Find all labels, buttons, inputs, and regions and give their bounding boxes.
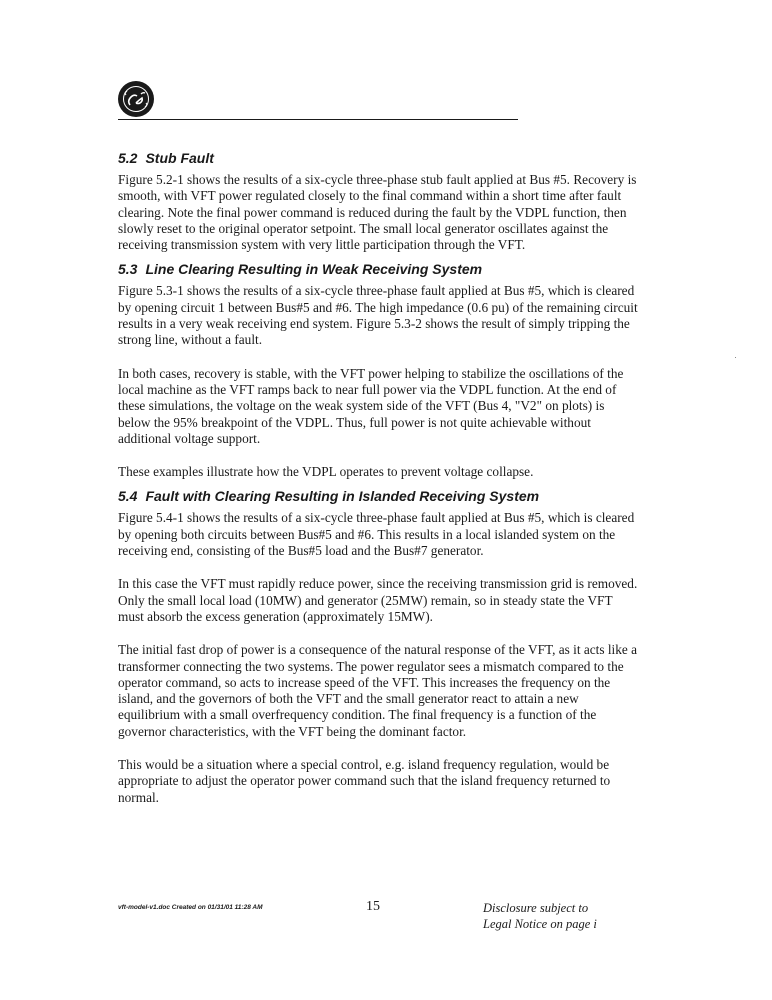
section-number: 5.2 — [118, 150, 138, 166]
section-5-3 — [118, 261, 638, 480]
section-number: 5.4 — [118, 488, 138, 505]
scan-speck — [735, 357, 736, 358]
section-heading — [118, 488, 638, 505]
paragraph: In this case the VFT must rapidly reduce power, since the receiving transmission grid is removed. Only the small local load (10MW) and generator (25MW) remain, so in steady state the VFT must absorb the excess generation (approximately 15MW). — [118, 576, 638, 624]
section-5-2 — [118, 150, 638, 253]
section-number: 5.3 — [118, 261, 138, 278]
section-title: Line Clearing Resulting in Weak Receiving System — [145, 261, 483, 278]
section-title: Stub Fault — [145, 150, 214, 166]
section-heading — [118, 150, 638, 167]
header-rule — [118, 119, 518, 120]
paragraph: This would be a situation where a special control, e.g. island frequency regulation, would be appropriate to adjust the operator power command such that the island frequency returned to normal. — [118, 757, 611, 805]
ge-logo — [118, 81, 154, 117]
section-5-4 — [118, 488, 638, 805]
section-heading — [118, 261, 638, 278]
document-body — [118, 150, 638, 814]
paragraph: These examples illustrate how the VDPL operates to prevent voltage collapse. — [118, 464, 534, 480]
ge-logo-icon — [119, 82, 153, 116]
section-title: Fault with Clearing Resulting in Islanded Receiving System — [145, 488, 540, 505]
disclosure-line: Legal Notice on page i — [483, 917, 597, 931]
footer-file-info: vft-model-v1.doc Created on 01/31/01 11:28 AM — [118, 904, 263, 911]
paragraph: Figure 5.4-1 shows the results of a six-cycle three-phase fault applied at Bus #5, which is cleared by opening both circuits between Bus#5 and #6. This results in a local islanded system on the receiving end, consisting of the Bus#5 load and the Bus#7 generator. — [118, 510, 635, 559]
page-number: 15 — [366, 899, 380, 914]
paragraph: The initial fast drop of power is a consequence of the natural response of the VFT, as it acts like a transformer connecting the two systems. The power regulator sees a mismatch compared to the operator command, so acts to increase speed of the VFT. This increases the frequency on the island, and the governors of both the VFT and the small generator react to attain a new equilibrium with a small overfrequency condition. The final frequency is a function of the governor characteristics, with the VFT being the dominant factor. — [118, 642, 638, 739]
paragraph: In both cases, recovery is stable, with the VFT power helping to stabilize the oscillations of the local machine as the VFT ramps back to near full power via the VDPL function. At the end of these simulations, the voltage on the weak system side of the VFT (Bus 4, "V2" on plots) is below the 95% breakpoint of the VDPL. Thus, full power is not quite achievable without additional voltage support. — [118, 365, 624, 446]
disclosure-line: Disclosure subject to — [483, 901, 589, 915]
paragraph: Figure 5.2-1 shows the results of a six-cycle three-phase stub fault applied at Bus #5. Recovery is smooth, with VFT power regulated closely to the final command within a short time after fault clearing. Note the final power command is reduced during the fault by the VDPL function, then slowly reset to the original operator setpoint. The small local generator oscillates against the receiving transmission system with very little participation through the VFT. — [118, 172, 637, 253]
footer-disclosure — [483, 900, 597, 932]
paragraph: Figure 5.3-1 shows the results of a six-cycle three-phase fault applied at Bus #5, which is cleared by opening circuit 1 between Bus#5 and #6. The high impedance (0.6 pu) of the remaining circuit results in a very weak receiving end system. Figure 5.3-2 shows the result of simply tripping the strong line, without a fault. — [118, 283, 638, 348]
